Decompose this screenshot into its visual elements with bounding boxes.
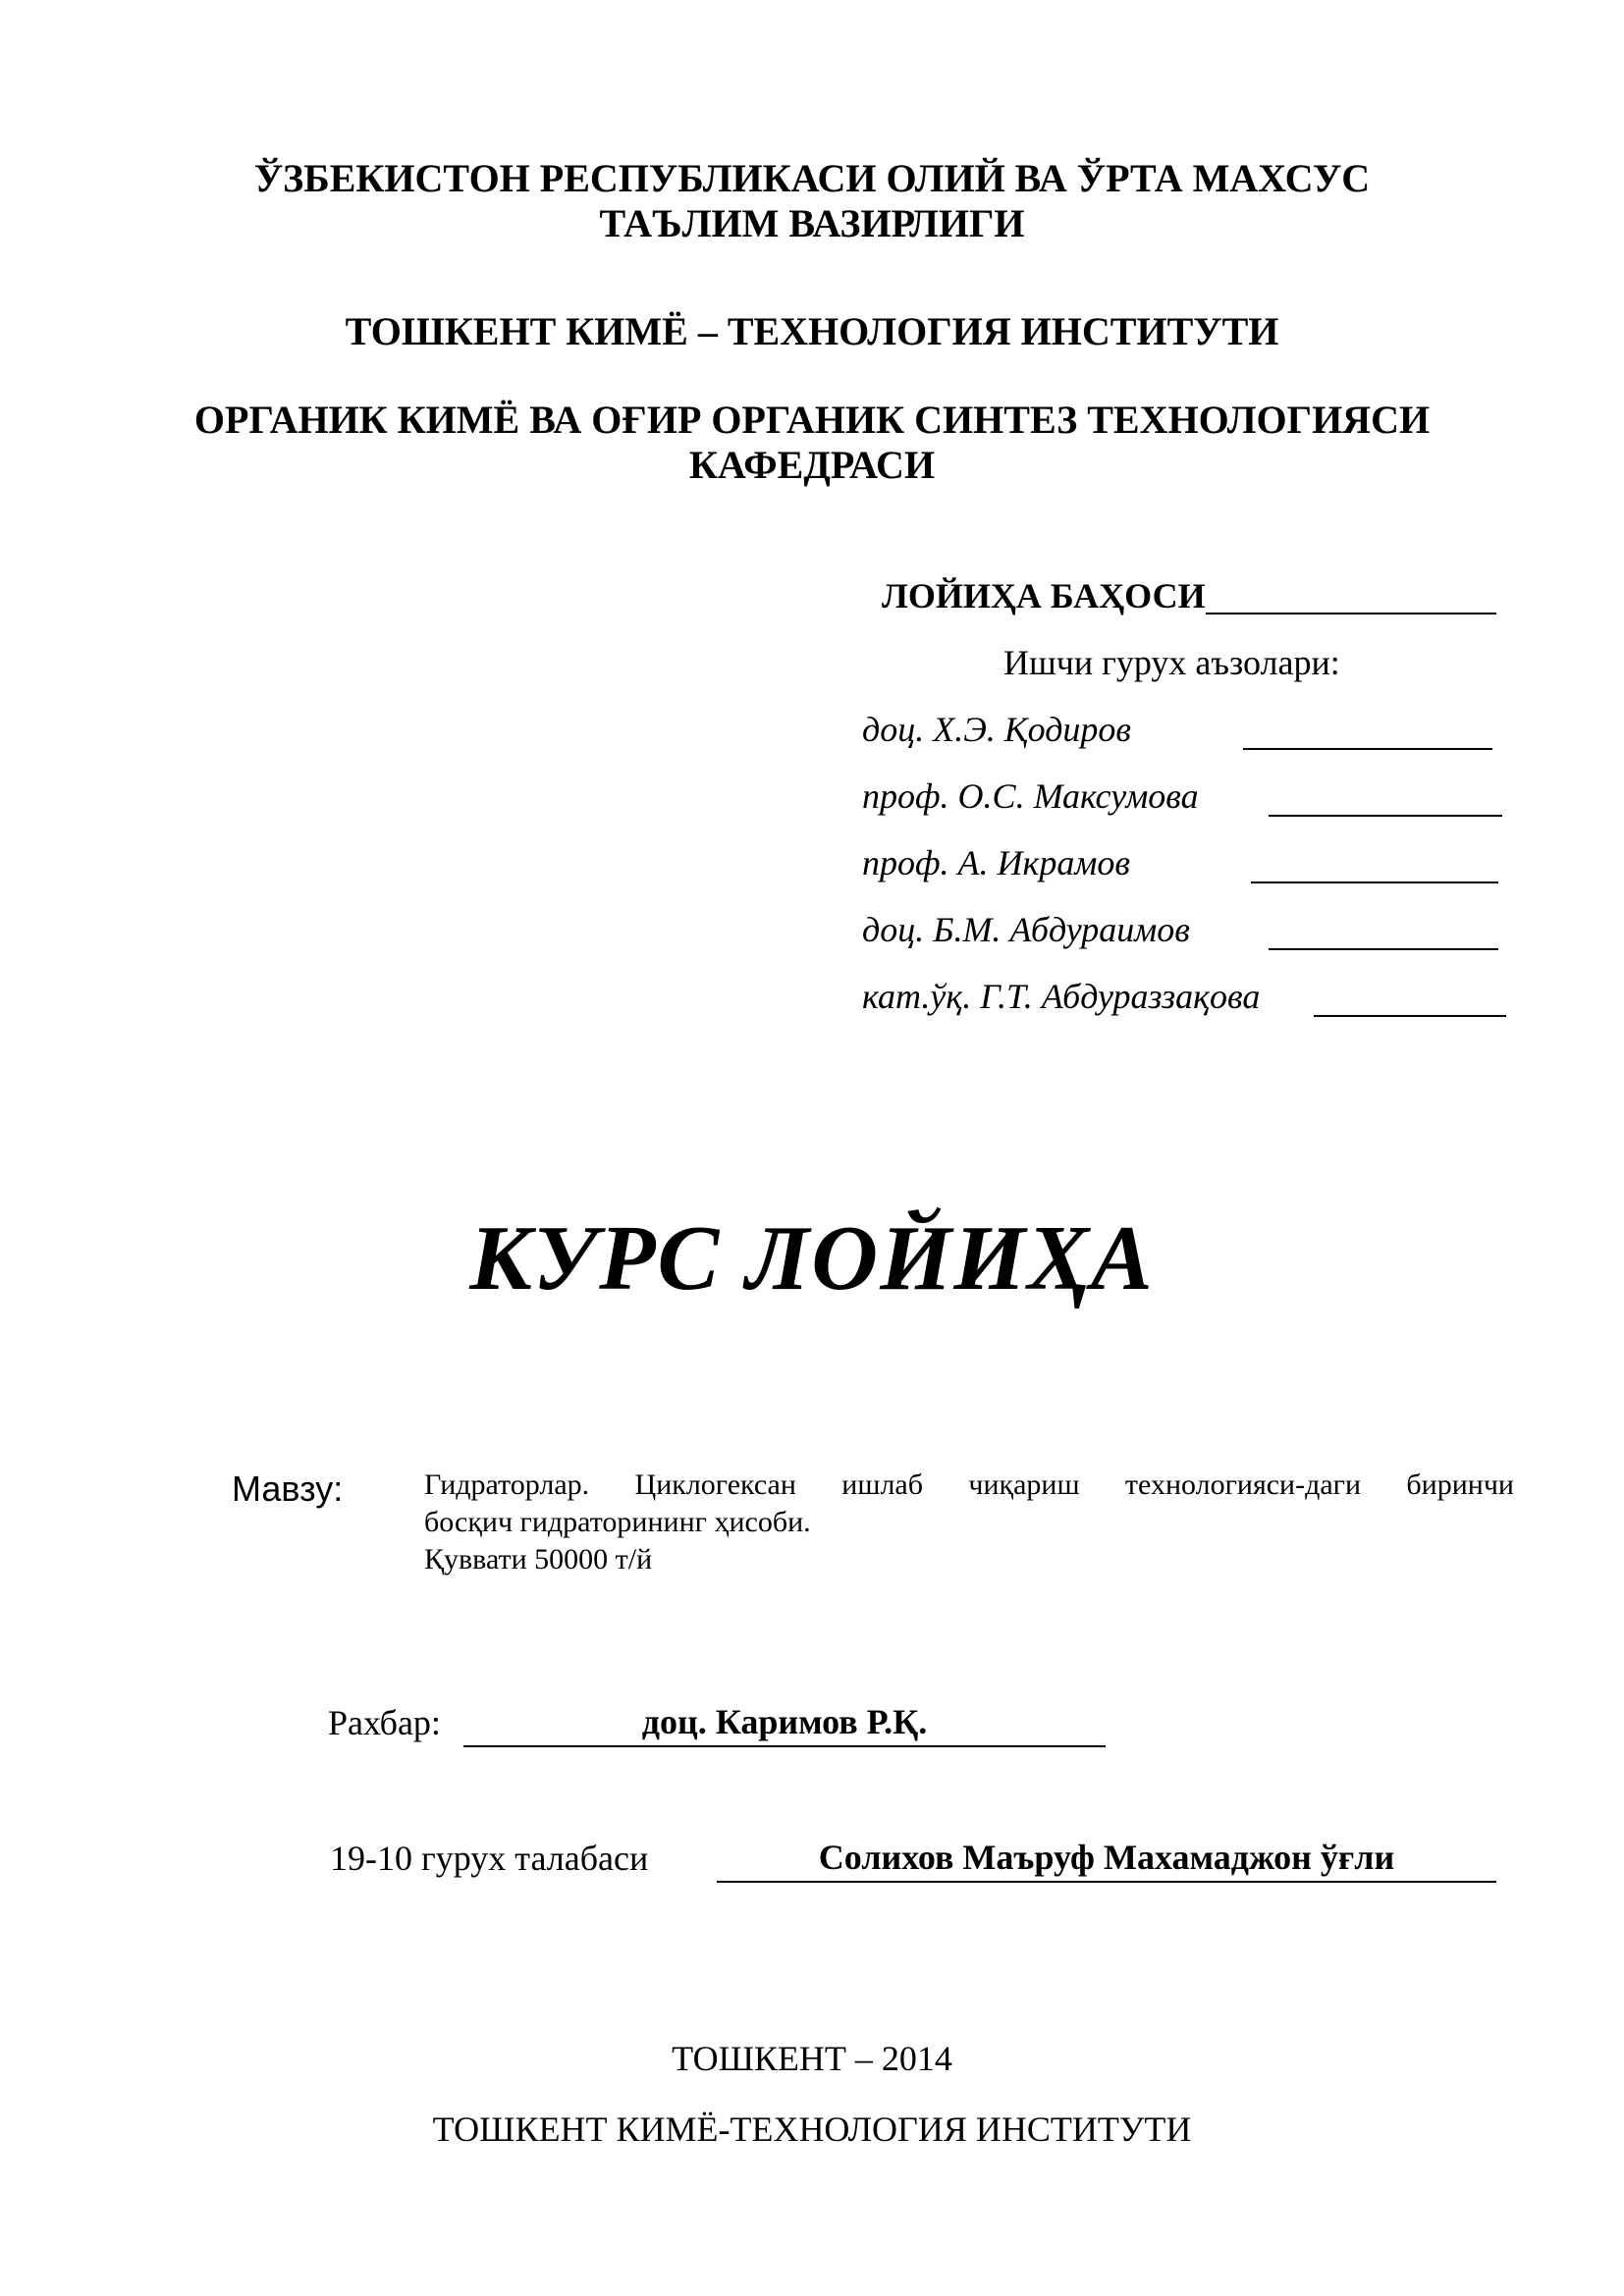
- grade-label: ЛОЙИҲА БАҲОСИ: [882, 576, 1206, 615]
- department-line-2: КАФЕДРАСИ: [688, 443, 936, 487]
- department-line-1: ОРГАНИК КИМЁ ВА ОҒИР ОРГАНИК СИНТЕЗ ТЕХНОЛОГИЯСИ: [193, 398, 1431, 442]
- supervisor-name: доц. Каримов Р.Қ.: [463, 1702, 1106, 1747]
- supervisor-label: Рахбар:: [328, 1703, 441, 1742]
- committee-member: доц. Х.Э. Қодиров: [862, 710, 1132, 749]
- signature-line: [1269, 815, 1502, 817]
- signature-line: [1314, 1015, 1506, 1017]
- grade-signature-line: [1206, 613, 1496, 614]
- student-name: Солихов Маъруф Махамаджон ўғли: [717, 1838, 1496, 1883]
- committee-member: доц. Б.М. Абдураимов: [862, 910, 1190, 949]
- topic-label: Мавзу:: [232, 1468, 344, 1509]
- committee-heading: Ишчи гурух аъзолари:: [1003, 643, 1340, 682]
- signature-line: [1243, 748, 1492, 750]
- signature-line: [1269, 948, 1498, 950]
- topic-line-3: Қуввати 50000 т/й: [424, 1543, 653, 1575]
- topic-line-2: босқич гидраторининг ҳисоби.: [424, 1506, 811, 1538]
- committee-member: кат.ўқ. Г.Т. Абдураззақова: [862, 977, 1261, 1016]
- signature-line: [1251, 881, 1498, 883]
- institute-name: ТОШКЕНТ КИМЁ – ТЕХНОЛОГИЯ ИНСТИТУТИ: [345, 309, 1279, 353]
- topic-text: [424, 1467, 1514, 1578]
- city-year: ТОШКЕНТ – 2014: [672, 2039, 952, 2078]
- committee-member: проф. О.С. Максумова: [862, 776, 1199, 816]
- footer-institute: ТОШКЕНТ КИМЁ-ТЕХНОЛОГИЯ ИНСТИТУТИ: [432, 2109, 1192, 2149]
- topic-line-1: Гидраторлар. Циклогексан ишлаб чиқариш технологияси-даги биринчи: [424, 1468, 1514, 1501]
- document-title: КУРС ЛОЙИҲА: [469, 1207, 1155, 1309]
- committee-member: проф. А. Икрамов: [862, 843, 1130, 882]
- ministry-line-1: ЎЗБЕКИСТОН РЕСПУБЛИКАСИ ОЛИЙ ВА ЎРТА МАХСУС: [253, 156, 1371, 200]
- student-label: 19-10 гурух талабаси: [330, 1839, 649, 1878]
- ministry-line-2: ТАЪЛИМ ВАЗИРЛИГИ: [599, 201, 1025, 245]
